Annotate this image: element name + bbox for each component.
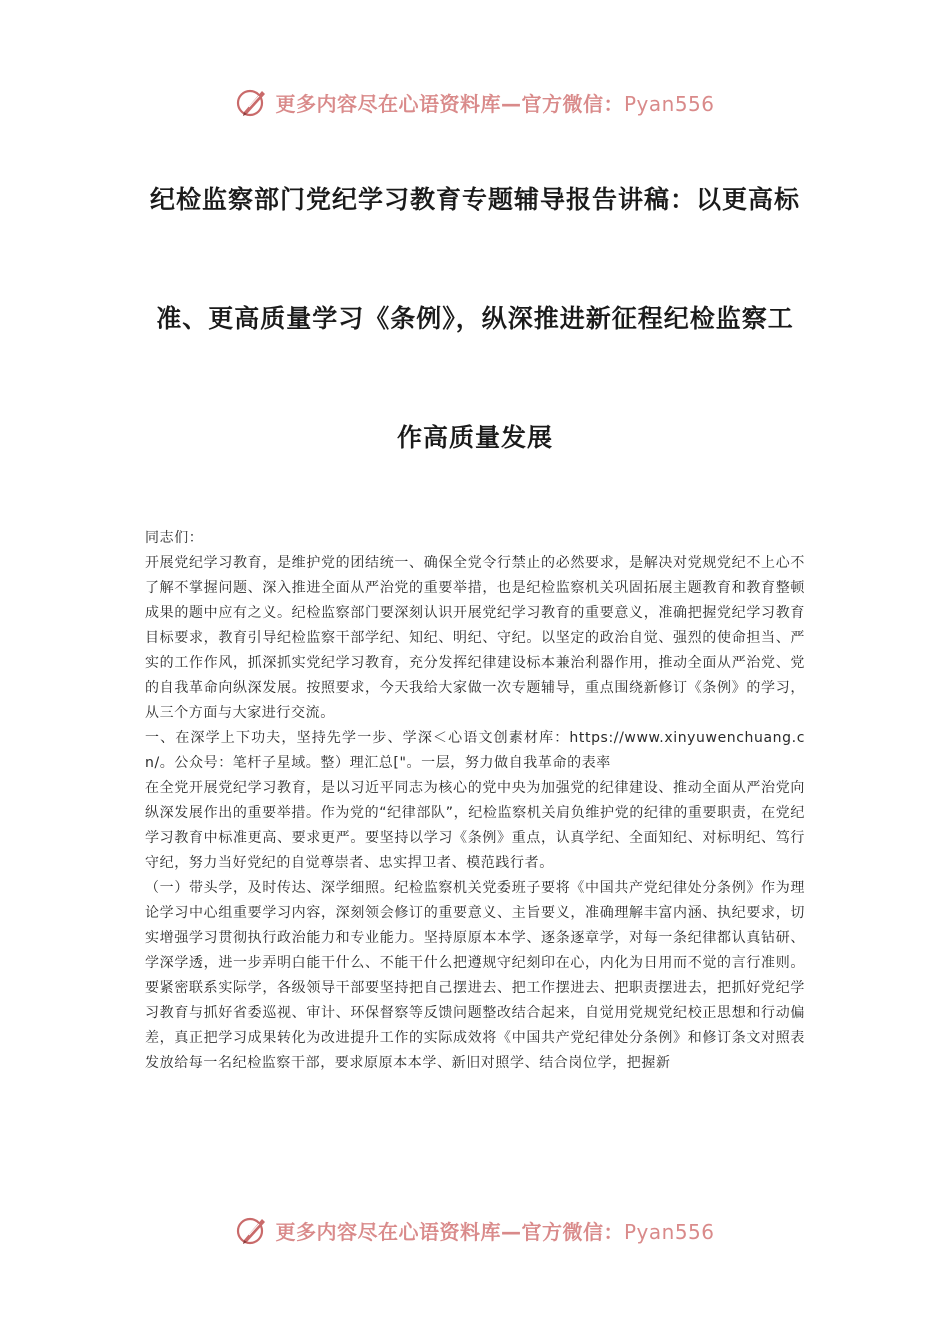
greeting: 同志们： [145, 530, 204, 546]
banner-wechat-id: Pyan556 [623, 1219, 715, 1244]
document-title-line-1: 纪检监察部门党纪学习教育专题辅导报告讲稿：以更高标 [149, 185, 800, 214]
body-paragraph: 开展党纪学习教育，是维护党的团结统一、确保全党令行禁止的必然要求，是解决对党规党纪不上心不了解不掌握问题、深入推进全面从严治党的重要举措，也是纪检监察机关巩固拓展主题教育和教育整顿成果的题中应有之义。纪检监察部门要深刻认识开展党纪学习教育的重要意义，准确把握党纪学习教育目标要求，教育引导纪检监察干部学纪、知纪、明纪、守纪。以坚定的政治自觉、强烈的使命担当、严实的工作作风，抓深抓实党纪学习教育，充分发挥纪律建设标本兼治利器作用，推动全面从严治党、党的自我革命向纵深发展。按照要求，今天我给大家做一次专题辅导，重点围绕新修订《条例》的学习，从三个方面与大家进行交流。 [145, 555, 805, 721]
banner-label: 更多内容尽在心语资料库—官方微信： [275, 91, 624, 116]
header-banner [0, 80, 950, 124]
banner-wechat-id: Pyan556 [623, 91, 715, 116]
banner-text [275, 88, 714, 117]
document-title-line-3: 作高质量发展 [396, 423, 553, 452]
banner-label: 更多内容尽在心语资料库—官方微信： [275, 1219, 624, 1244]
banner-text [275, 1216, 714, 1245]
document-body [145, 526, 805, 1076]
footer-banner [0, 1208, 950, 1252]
body-paragraph: 在全党开展党纪学习教育，是以习近平同志为核心的党中央为加强党的纪律建设、推动全面从严治党向纵深发展作出的重要举措。作为党的“纪律部队”，纪检监察机关肩负维护党的纪律的重要职责，在党纪学习教育中标准更高、要求更严。要坚持以学习《条例》重点，认真学纪、全面知纪、对标明纪、笃行守纪，努力当好党纪的自觉尊崇者、忠实捍卫者、模范践行者。 [145, 780, 805, 871]
quill-pen-logo-icon [235, 1213, 269, 1247]
section-heading-paragraph: 一、在深学上下功夫，坚持先学一步、学深＜心语文创素材库：https://www.xinyuwenchuang.cn/。公众号：笔杆子星域。整）理汇总["。一层，努力做自我革命的表率 [145, 730, 805, 771]
body-paragraph: （一）带头学，及时传达、深学细照。纪检监察机关党委班子要将《中国共产党纪律处分条例》作为理论学习中心组重要学习内容，深刻领会修订的重要意义、主旨要义，准确理解丰富内涵、执纪要求，切实增强学习贯彻执行政治能力和专业能力。坚持原原本本学、逐条逐章学，对每一条纪律都认真钻研、学深学透，进一步弄明白能干什么、不能干什么把遵规守纪刻印在心，内化为日用而不觉的言行准则。要紧密联系实际学，各级领导干部要坚持把自己摆进去、把工作摆进去、把职责摆进去，把抓好党纪学习教育与抓好省委巡视、审计、环保督察等反馈问题整改结合起来，自觉用党规党纪校正思想和行动偏差，真正把学习成果转化为改进提升工作的实际成效将《中国共产党纪律处分条例》和修订条文对照表发放给每一名纪检监察干部，要求原原本本学、新旧对照学、结合岗位学，把握新 [145, 880, 805, 1071]
document-title-line-2: 准、更高质量学习《条例》，纵深推进新征程纪检监察工 [156, 304, 794, 333]
quill-pen-logo-icon [235, 85, 269, 119]
